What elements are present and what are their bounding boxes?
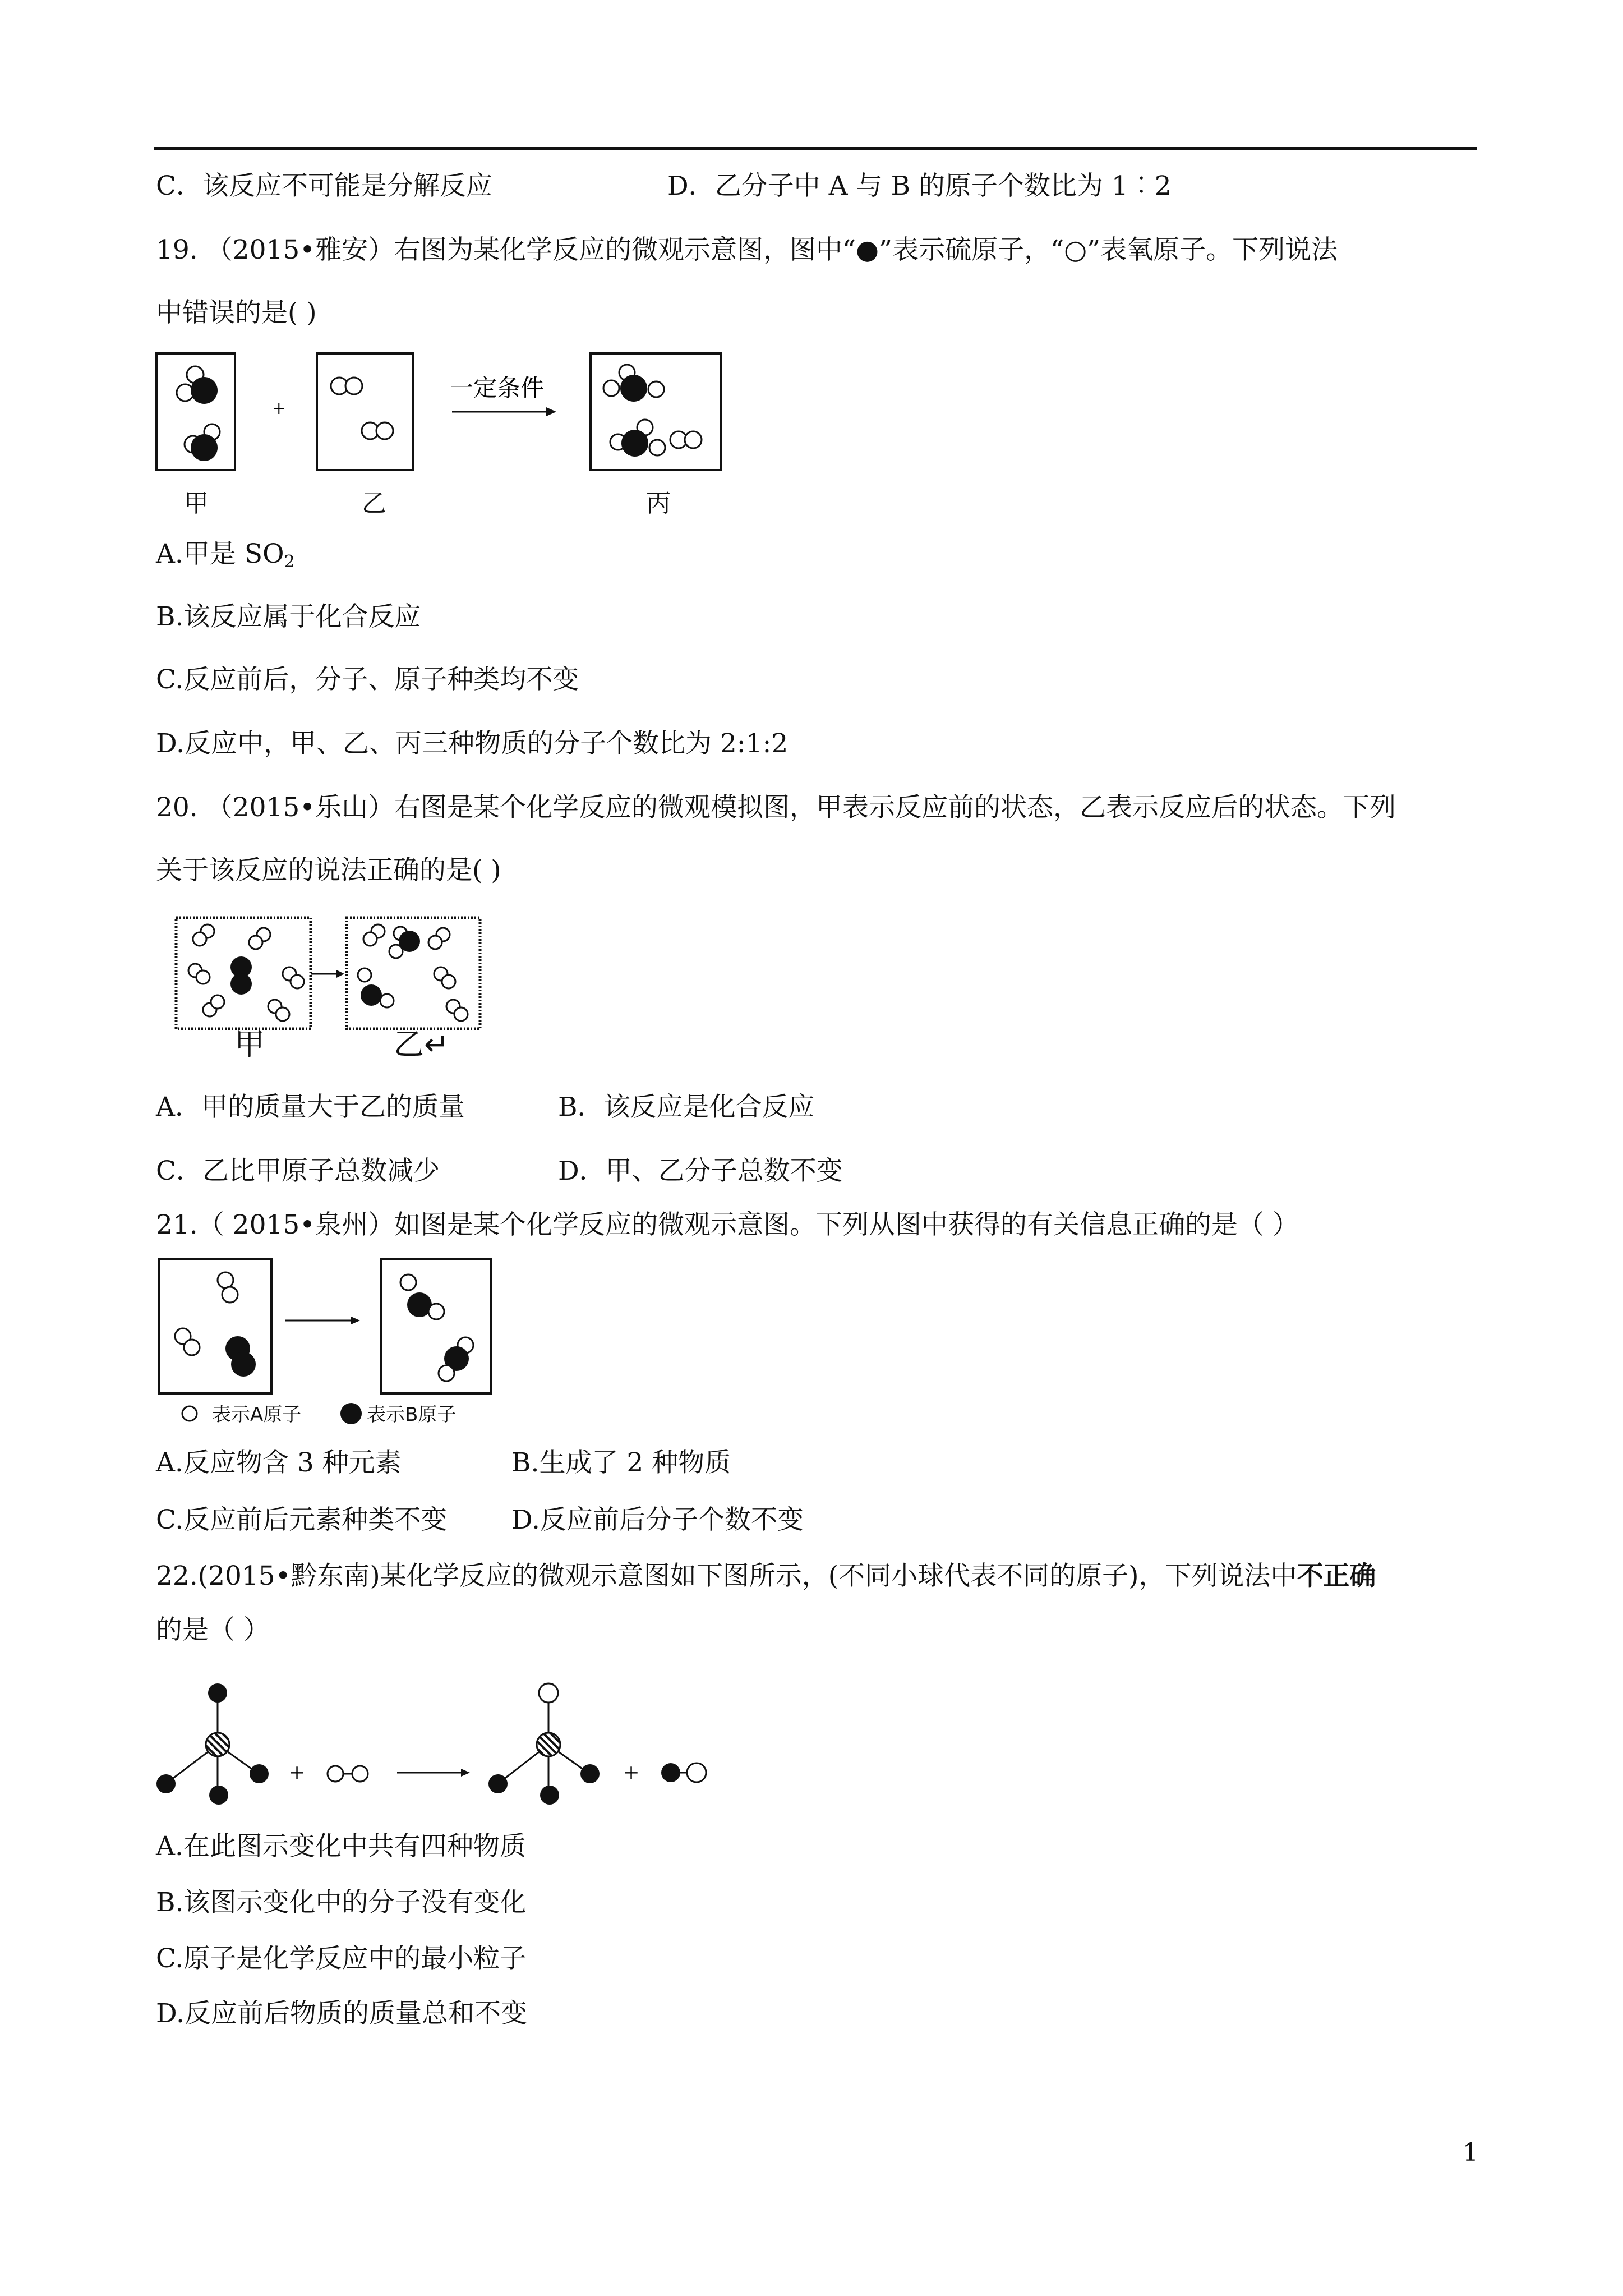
q18-option-d: D．乙分子中 A 与 B 的原子个数比为 1︰2: [667, 171, 1172, 201]
q22-option-c: C.原子是化学反应中的最小粒子: [156, 1943, 527, 1974]
q19-box-yi: [317, 353, 413, 470]
q20-option-c: C．乙比甲原子总数减少: [156, 1156, 440, 1186]
q20-stem-line1: 20. （2015•乐山）右图是某个化学反应的微观模拟图，甲表示反应前的状态，乙表示反应后的状态。下列: [156, 792, 1396, 823]
q19-option-c: C.反应前后，分子、原子种类均不变: [156, 664, 579, 695]
q20-label-yi: 乙↵: [394, 1027, 450, 1062]
page-number: 1: [1463, 2138, 1478, 2167]
q20-option-d: D．甲、乙分子总数不变: [558, 1156, 843, 1186]
q21-box-after: [381, 1259, 491, 1393]
svg-text:+: +: [624, 1758, 639, 1788]
q19-stem-line1: 19. （2015•雅安）右图为某化学反应的微观示意图，图中“●”表示硫原子，“○”表氧原子。下列说法: [156, 234, 1338, 265]
q22-option-a: A.在此图示变化中共有四种物质: [156, 1831, 526, 1862]
q20-option-a: A．甲的质量大于乙的质量: [156, 1092, 465, 1122]
q22-option-d: D.反应前后物质的质量总和不变: [156, 1998, 527, 2029]
q21-stem: 21.（ 2015•泉州）如图是某个化学反应的微观示意图。下列从图中获得的有关信息正确的是（ ）: [156, 1209, 1299, 1240]
q20-option-b: B．该反应是化合反应: [558, 1092, 815, 1122]
svg-text:+: +: [273, 396, 285, 421]
q19-label-jia: 甲: [184, 489, 209, 518]
q21-option-c: C.反应前后元素种类不变: [156, 1504, 448, 1535]
q22-stem-line2: 的是（ ）: [156, 1614, 270, 1645]
q19-option-d: D.反应中，甲、乙、丙三种物质的分子个数比为 2:1:2: [156, 728, 789, 759]
q21-option-d: D.反应前后分子个数不变: [511, 1504, 804, 1535]
q21-option-a: A.反应物含 3 种元素: [156, 1447, 402, 1478]
q21-reaction-figure: [151, 1254, 510, 1428]
q21-box-before: [159, 1259, 271, 1393]
q20-label-jia: 甲: [234, 1027, 265, 1062]
svg-text:一定条件: 一定条件: [450, 374, 545, 402]
q21-legend-b: 表示B原子: [367, 1404, 457, 1426]
q18-option-c: C．该反应不可能是分解反应: [156, 171, 492, 201]
q22-stem-line1: 22.(2015•黔东南)某化学反应的微观示意图如下图所示，(不同小球代表不同的原子)，下列说法中不正确: [156, 1561, 1376, 1591]
header-rule: [154, 147, 1477, 150]
q21-legend-a: 表示A原子: [212, 1404, 302, 1426]
q22-option-b: B.该图示变化中的分子没有变化: [156, 1887, 527, 1918]
q19-reaction-figure: [151, 348, 746, 477]
svg-text:+: +: [289, 1758, 305, 1788]
q22-emphasis: 不正确: [1297, 1561, 1376, 1591]
q19-option-b: B.该反应属于化合反应: [156, 601, 421, 632]
q19-option-a: A.甲是 $SO_2$: [156, 539, 295, 572]
q21-option-b: B.生成了 2 种物质: [511, 1447, 731, 1478]
q22-reaction-figure: [150, 1677, 739, 1823]
q20-stem-line2: 关于该反应的说法正确的是( ): [156, 855, 501, 886]
q19-label-yi: 乙: [362, 489, 386, 518]
q19-label-bing: 丙: [646, 489, 671, 518]
q19-stem-line2: 中错误的是( ): [156, 297, 317, 328]
